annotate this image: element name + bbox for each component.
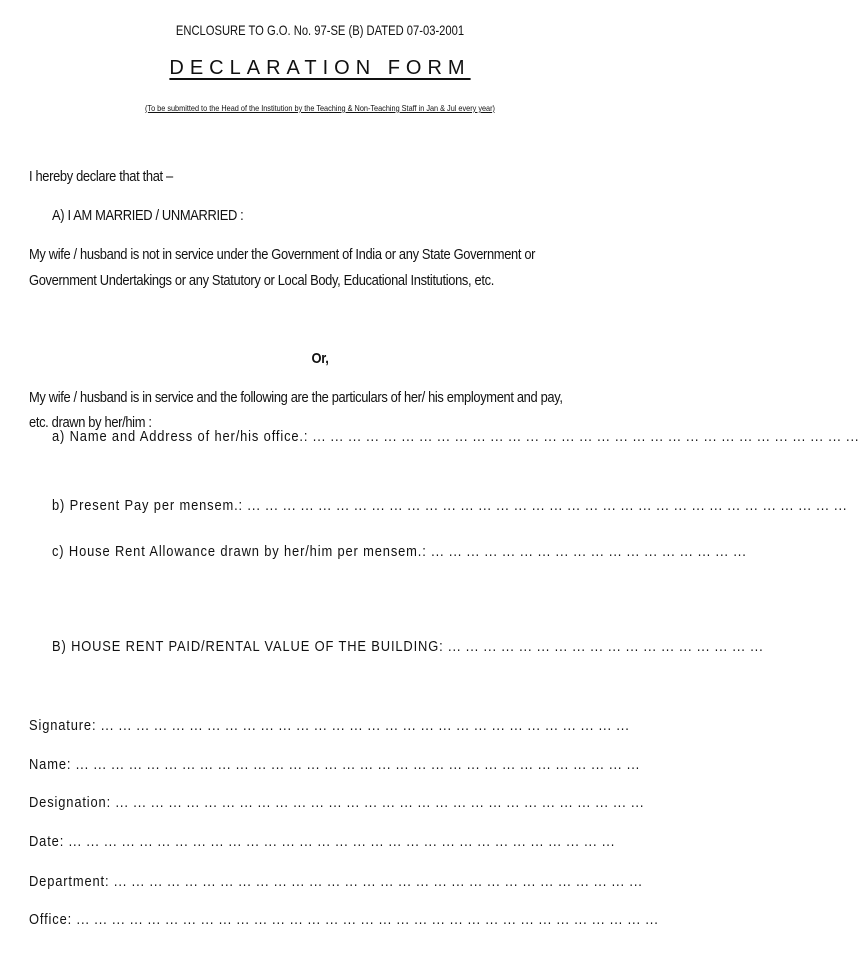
item-a-office-name-address: a) Name and Address of her/his office.: ... ... ... ... ... ... ... ... ... ... ... ... ... ... ... ... ... ... ... ... ... ... ... ... ... ... ... ... ... ... ... bbox=[52, 428, 859, 445]
form-title bbox=[0, 57, 640, 80]
intro-statement: I hereby declare that that – bbox=[29, 168, 173, 185]
office-field: Office: ... ... ... ... ... ... ... ... ... ... ... ... ... ... ... ... ... ... ... ... ... ... ... ... ... ... ... ... ... ... ... ... ... bbox=[29, 911, 659, 928]
item-c-house-rent-allowance: c) House Rent Allowance drawn by her/him per mensem.: ... ... ... ... ... ... ... ... ... ... ... ... ... ... ... ... ... ... bbox=[52, 543, 747, 560]
form-title-text: DECLARATION FORM bbox=[169, 57, 471, 79]
name-field: Name: ... ... ... ... ... ... ... ... ... ... ... ... ... ... ... ... ... ... ... ... ... ... ... ... ... ... ... ... ... ... ... ... bbox=[29, 756, 641, 773]
date-field: Date: ... ... ... ... ... ... ... ... ... ... ... ... ... ... ... ... ... ... ... ... ... ... ... ... ... ... ... ... ... ... ... bbox=[29, 833, 616, 850]
form-subtitle bbox=[45, 103, 595, 113]
para-not-in-service-line-2: Government Undertakings or any Statutory or Local Body, Educational Institutions, etc. bbox=[29, 272, 494, 289]
para-in-service-line-2: etc. drawn by her/him : bbox=[29, 414, 152, 431]
or-separator: Or, bbox=[311, 350, 329, 367]
department-field: Department: ... ... ... ... ... ... ... ... ... ... ... ... ... ... ... ... ... ... ... ... ... ... ... ... ... ... ... ... ... ... bbox=[29, 873, 643, 890]
enclosure-heading: ENCLOSURE TO G.O. No. 97-SE (B) DATED 07-03-2001 bbox=[175, 22, 465, 38]
section-a-marital-status: A) I AM MARRIED / UNMARRIED : bbox=[52, 207, 244, 224]
para-not-in-service-line-1: My wife / husband is not in service under the Government of India or any State Government or bbox=[29, 246, 536, 263]
form-subtitle-text: (To be submitted to the Head of the Institution by the Teaching & Non-Teaching Staff in Jan & Jul every year) bbox=[144, 103, 495, 113]
para-in-service-line-1: My wife / husband is in service and the following are the particulars of her/ his employment and pay, bbox=[29, 389, 563, 406]
section-b-house-rent-paid: B) HOUSE RENT PAID/RENTAL VALUE OF THE BUILDING: ... ... ... ... ... ... ... ... ... ... ... ... ... ... ... ... ... ... bbox=[52, 638, 764, 655]
designation-field: Designation: ... ... ... ... ... ... ... ... ... ... ... ... ... ... ... ... ... ... ... ... ... ... ... ... ... ... ... ... ... ... bbox=[29, 794, 645, 811]
item-b-present-pay: b) Present Pay per mensem.: ... ... ... ... ... ... ... ... ... ... ... ... ... ... ... ... ... ... ... ... ... ... ... ... ... ... ... ... ... ... ... ... ... ... bbox=[52, 497, 848, 514]
signature-field: Signature: ... ... ... ... ... ... ... ... ... ... ... ... ... ... ... ... ... ... ... ... ... ... ... ... ... ... ... ... ... ... bbox=[29, 717, 630, 734]
